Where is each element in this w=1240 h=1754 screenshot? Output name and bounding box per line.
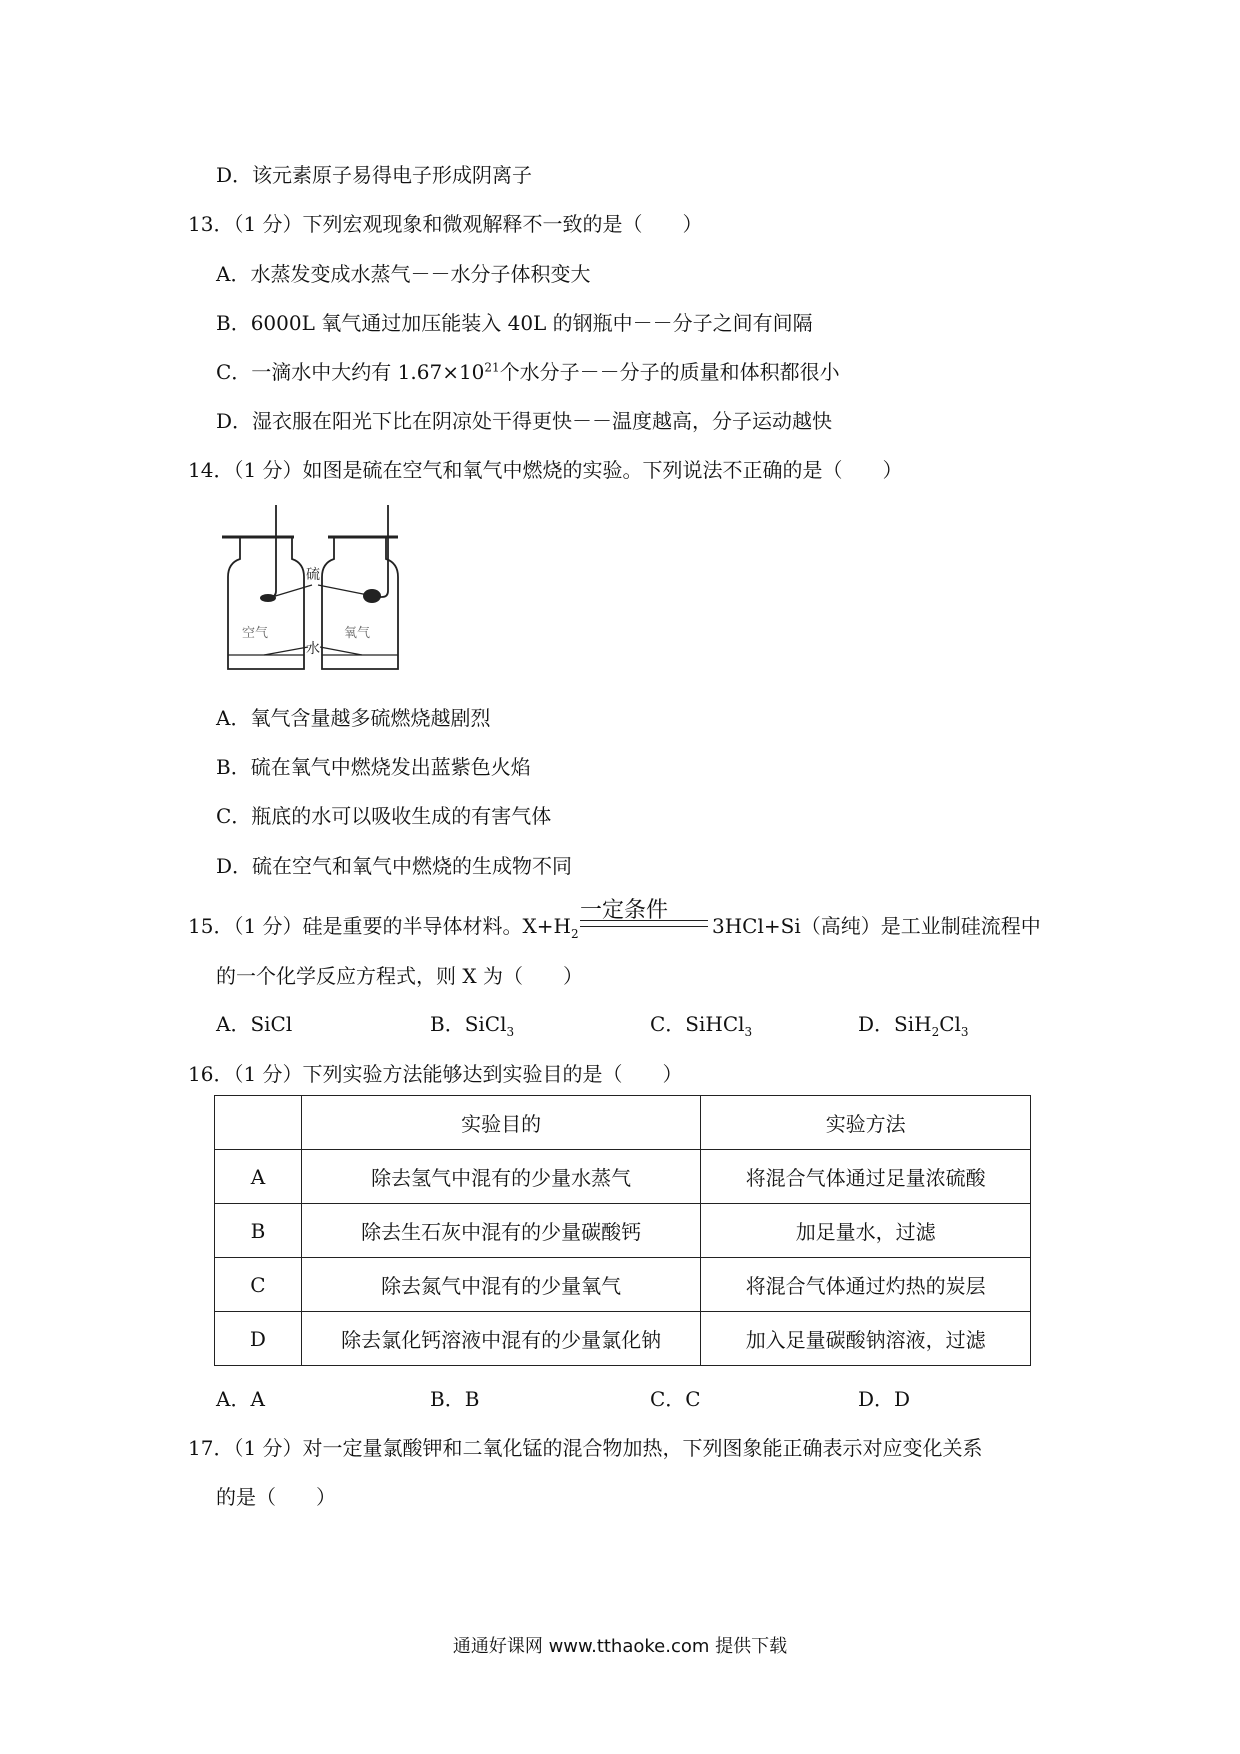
left-bottle [222,505,304,669]
q15-option-d-sub2: 3 [960,1025,969,1039]
q16-experiment-table [214,1095,1031,1366]
q15-reaction-condition: 一定条件 [580,898,669,923]
q17-stem-line2: 的是（ ） [216,1485,336,1509]
table-header-cell: 实验方法 [701,1096,1031,1150]
q15-stem-pre: 15．（1 分）硅是重要的半导体材料。X+H [188,914,571,938]
q14-option-d: D．硫在空气和氧气中燃烧的生成物不同 [216,854,573,878]
q15-option-a: A．SiCl [216,1012,293,1036]
table-cell: 除去氢气中混有的少量水蒸气 [301,1150,700,1204]
q14-option-b: B．硫在氧气中燃烧发出蓝紫色火焰 [216,755,531,779]
q15-option-d [858,1010,969,1038]
q16-option-d: D．D [858,1387,911,1411]
q14-option-c: C．瓶底的水可以吸收生成的有害气体 [216,804,552,828]
label-water: 水 [306,641,320,657]
label-sulfur: 硫 [306,567,320,583]
table-row [215,1258,1031,1312]
table-cell: A [215,1150,302,1204]
q14-option-a: A．氧气含量越多硫燃烧越剧烈 [216,706,491,730]
q13-option-d: D．湿衣服在阳光下比在阴凉处干得更快－－温度越高，分子运动越快 [216,409,833,433]
q13-option-c-exponent: 21 [484,360,500,375]
q16-option-a: A．A [216,1387,265,1411]
q13-option-a: A．水蒸发变成水蒸气－－水分子体积变大 [216,262,591,286]
table-cell: 除去生石灰中混有的少量碳酸钙 [301,1204,700,1258]
right-spoon-sulfur [363,589,381,603]
q15-option-b [430,1010,514,1038]
table-row [215,1204,1031,1258]
q15-equals-bar-bottom [580,926,708,927]
q12-option-d: D．该元素原子易得电子形成阴离子 [216,163,533,187]
table-cell: C [215,1258,302,1312]
table-cell: 除去氮气中混有的少量氧气 [301,1258,700,1312]
q13-option-b: B．6000L 氧气通过加压能装入 40L 的钢瓶中－－分子之间有间隔 [216,311,813,335]
right-bottle [322,505,398,669]
q13-option-c-pre: C．一滴水中大约有 1.67×10 [216,360,485,384]
table-header-row [215,1096,1031,1150]
table-cell: 除去氯化钙溶液中混有的少量氯化钠 [301,1312,700,1366]
table-cell: 加入足量碳酸钠溶液，过滤 [701,1312,1031,1366]
q15-equals-bar-top [580,920,708,921]
page-footer: 通通好课网 www.tthaoke.com 提供下载 [452,1636,788,1657]
table-header-cell: 实验目的 [301,1096,700,1150]
q15-option-d-sub1: 2 [931,1025,940,1039]
q15-option-b-sub: 3 [506,1025,515,1039]
table-row [215,1150,1031,1204]
q16-option-c: C．C [650,1387,701,1411]
q13-option-c [216,358,840,386]
q13-option-c-post: 个水分子－－分子的质量和体积都很小 [499,360,840,384]
table-cell: 将混合气体通过足量浓硫酸 [701,1150,1031,1204]
q15-option-d-mid: Cl [939,1012,961,1036]
q15-stem [188,912,579,940]
table-row [215,1312,1031,1366]
label-air: 空气 [242,626,269,641]
q16-option-b: B．B [430,1387,480,1411]
q15-option-c-pre: C．SiHCl [650,1012,745,1036]
table-cell: 加足量水，过滤 [701,1204,1031,1258]
table-header-cell [215,1096,302,1150]
q15-stem-line2: 的一个化学反应方程式，则 X 为（ ） [216,964,583,988]
table-cell: B [215,1204,302,1258]
q15-option-c-sub: 3 [744,1025,753,1039]
q14-sulfur-combustion-figure [222,505,422,685]
q14-stem: 14．（1 分）如图是硫在空气和氧气中燃烧的实验。下列说法不正确的是（ ） [188,458,903,482]
left-spoon-sulfur [260,594,276,602]
q16-stem: 16．（1 分）下列实验方法能够达到实验目的是（ ） [188,1062,683,1086]
q15-option-c [650,1010,752,1038]
label-oxygen: 氧气 [344,626,371,641]
table-cell: 将混合气体通过灼热的炭层 [701,1258,1031,1312]
table-cell: D [215,1312,302,1366]
q15-option-b-pre: B．SiCl [430,1012,507,1036]
q15-stem-post: 3HCl+Si（高纯）是工业制硅流程中 [712,914,1041,938]
q13-stem: 13．（1 分）下列宏观现象和微观解释不一致的是（ ） [188,212,703,236]
q15-h2-subscript: 2 [570,927,579,941]
q15-option-d-pre: D．SiH [858,1012,932,1036]
q17-stem: 17．（1 分）对一定量氯酸钾和二氧化锰的混合物加热，下列图象能正确表示对应变化关系 [188,1436,983,1460]
